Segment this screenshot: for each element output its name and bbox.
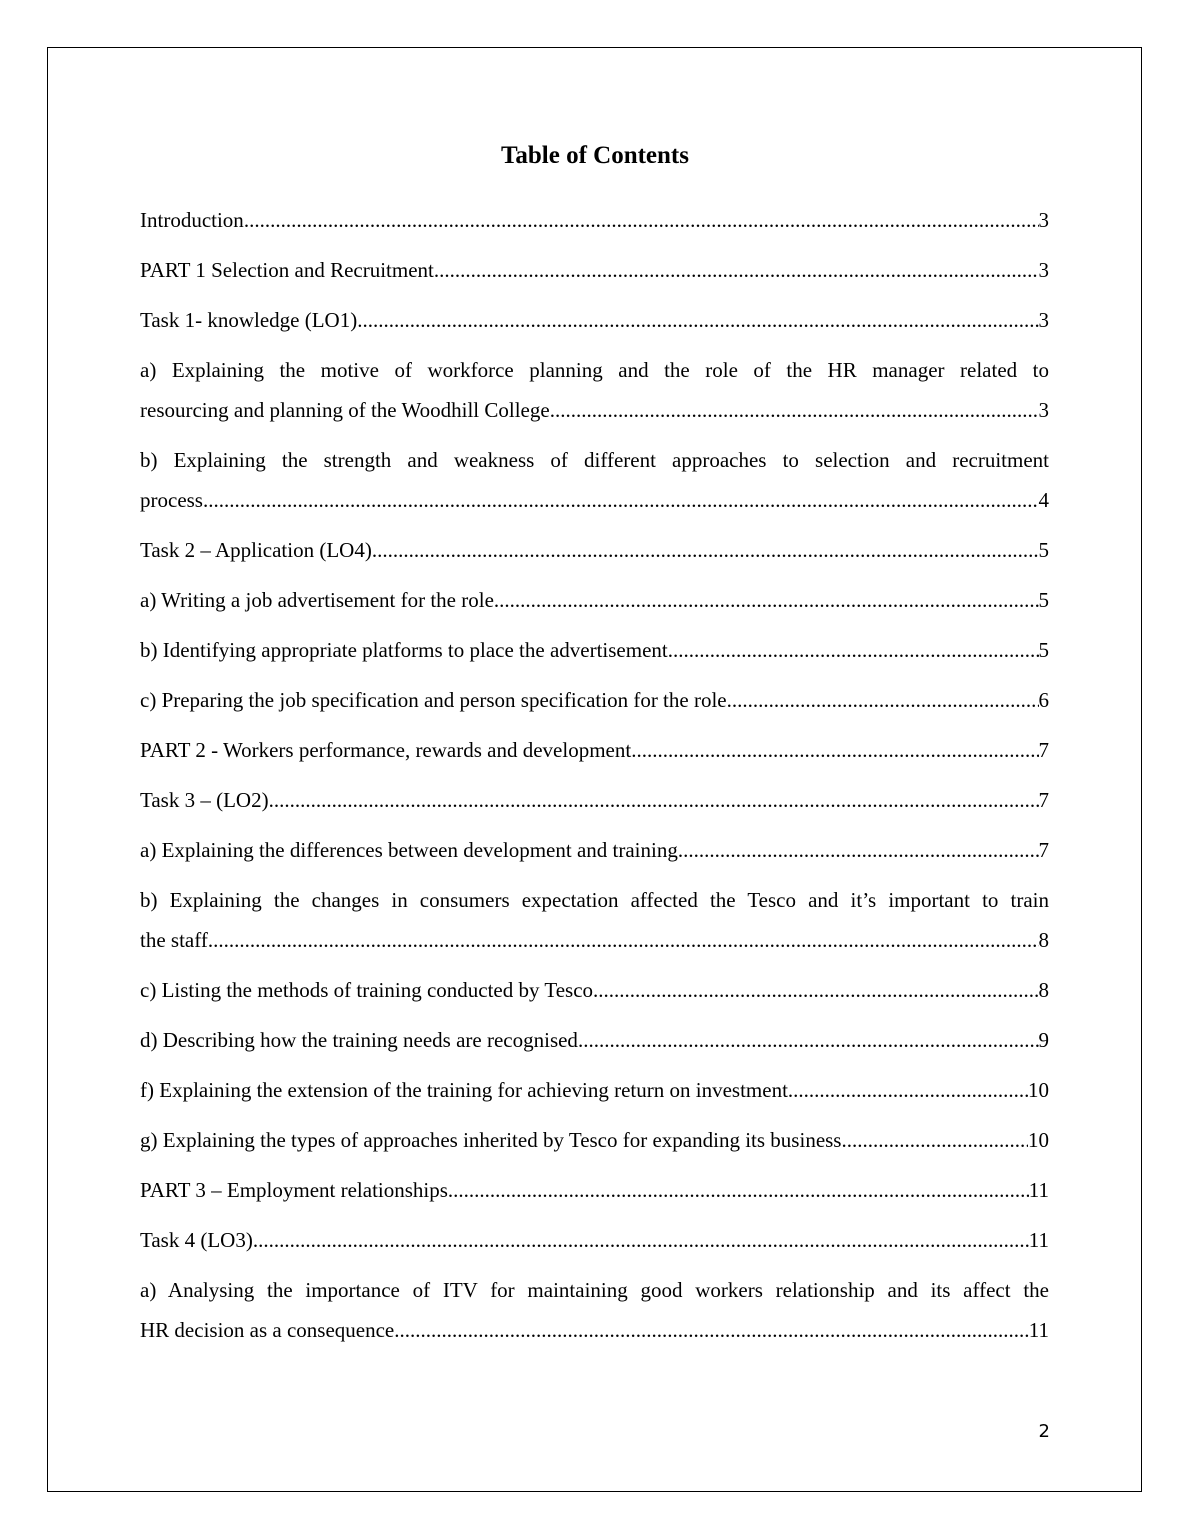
toc-entry-text: g) Explaining the types of approaches inherited by Tesco for expanding its business (140, 1128, 842, 1152)
dot-leader (434, 250, 1039, 290)
toc-entry-text: HR decision as a consequence (140, 1318, 395, 1342)
toc-entry-part-2[interactable] (140, 730, 1049, 770)
toc-entry-text: c) Preparing the job specification and person specification for the role (140, 688, 727, 712)
dot-leader (631, 730, 1038, 770)
toc-entry-page: 11 (1028, 1228, 1049, 1252)
dot-leader (208, 920, 1039, 960)
toc-entry-page: 8 (1038, 928, 1049, 952)
dot-leader (678, 830, 1039, 870)
dot-leader (203, 480, 1039, 520)
toc-entry-text: f) Explaining the extension of the training for achieving return on investment (140, 1078, 788, 1102)
toc-entry-text: a) Explaining the differences between development and training (140, 838, 678, 862)
toc-entry-page: 3 (1038, 308, 1049, 332)
dot-leader (841, 1120, 1028, 1160)
dot-leader (550, 390, 1039, 430)
toc-entry-text: PART 1 Selection and Recruitment (140, 258, 434, 282)
toc-entry-text: d) Describing how the training needs are recognised (140, 1028, 578, 1052)
toc-entry-page: 5 (1038, 538, 1049, 562)
dot-leader (494, 580, 1039, 620)
toc-entry-text: resourcing and planning of the Woodhill College (140, 398, 550, 422)
dot-leader (357, 300, 1038, 340)
toc-entry-page: 5 (1038, 638, 1049, 662)
toc-entry-task-2-a[interactable] (140, 580, 1049, 620)
toc-entry-page: 11 (1028, 1178, 1049, 1202)
toc-entry-page: 7 (1038, 738, 1049, 762)
toc-entry-page: 7 (1038, 788, 1049, 812)
toc-entry-text: process (140, 488, 203, 512)
toc-entry-text: PART 3 – Employment relationships (140, 1178, 448, 1202)
toc-entry-task-4-a[interactable] (140, 1270, 1049, 1350)
toc-entry-task-3-c[interactable] (140, 970, 1049, 1010)
dot-leader (394, 1310, 1029, 1350)
toc-entry-first-line: b) Explaining the strength and weakness of different approaches to selection and recruitment (140, 448, 1049, 472)
dot-leader (244, 200, 1039, 240)
toc-entry-page: 3 (1038, 398, 1049, 422)
dot-leader (593, 970, 1038, 1010)
toc-entry-page: 10 (1028, 1128, 1049, 1152)
toc-entry-page: 11 (1028, 1318, 1049, 1342)
dot-leader (668, 630, 1039, 670)
toc-entry-task-3[interactable] (140, 780, 1049, 820)
toc-entry-first-line: a) Analysing the importance of ITV for maintaining good workers relationship and its affect the (140, 1278, 1049, 1302)
toc-entry-task-4[interactable] (140, 1220, 1049, 1260)
toc-entry-text: Task 3 – (LO2) (140, 788, 269, 812)
toc-entry-task-1-a[interactable] (140, 350, 1049, 430)
page-number: 2 (1038, 1421, 1050, 1442)
toc-entry-first-line: a) Explaining the motive of workforce planning and the role of the HR manager related to (140, 358, 1049, 382)
toc-entry-text: Introduction (140, 208, 244, 232)
toc-entry-task-3-g[interactable] (140, 1120, 1049, 1160)
toc-entry-task-3-a[interactable] (140, 830, 1049, 870)
toc-entry-text: Task 1- knowledge (LO1) (140, 308, 358, 332)
toc-entry-part-1[interactable] (140, 250, 1049, 290)
toc-entry-first-line: b) Explaining the changes in consumers expectation affected the Tesco and it’s important to train (140, 888, 1049, 912)
dot-leader (788, 1070, 1028, 1110)
toc-entry-text: b) Identifying appropriate platforms to place the advertisement (140, 638, 668, 662)
dot-leader (448, 1170, 1029, 1210)
toc-entry-text: Task 4 (LO3) (140, 1228, 253, 1252)
toc-title: Table of Contents (501, 142, 689, 169)
dot-leader (269, 780, 1039, 820)
toc-entry-page: 10 (1028, 1078, 1049, 1102)
toc-entry-page: 7 (1038, 838, 1049, 862)
toc-entry-page: 9 (1038, 1028, 1049, 1052)
toc-entry-page: 4 (1038, 488, 1049, 512)
toc-list (140, 200, 1049, 1360)
toc-entry-text: Task 2 – Application (LO4) (140, 538, 372, 562)
toc-entry-text: c) Listing the methods of training conducted by Tesco (140, 978, 594, 1002)
toc-entry-task-3-d[interactable] (140, 1020, 1049, 1060)
toc-entry-task-1-b[interactable] (140, 440, 1049, 520)
toc-entry-task-2-c[interactable] (140, 680, 1049, 720)
toc-entry-text: a) Writing a job advertisement for the role (140, 588, 494, 612)
dot-leader (372, 530, 1039, 570)
dot-leader (253, 1220, 1029, 1260)
toc-entry-page: 3 (1038, 258, 1049, 282)
toc-entry-task-3-b[interactable] (140, 880, 1049, 960)
toc-entry-page: 5 (1038, 588, 1049, 612)
toc-entry-part-3[interactable] (140, 1170, 1049, 1210)
toc-entry-introduction[interactable] (140, 200, 1049, 240)
toc-entry-text: PART 2 - Workers performance, rewards and development (140, 738, 632, 762)
toc-entry-page: 3 (1038, 208, 1049, 232)
toc-entry-page: 8 (1038, 978, 1049, 1002)
toc-entry-task-3-f[interactable] (140, 1070, 1049, 1110)
toc-entry-task-2-b[interactable] (140, 630, 1049, 670)
dot-leader (578, 1020, 1039, 1060)
toc-entry-page: 6 (1038, 688, 1049, 712)
dot-leader (727, 680, 1039, 720)
toc-entry-task-1[interactable] (140, 300, 1049, 340)
toc-entry-text: the staff (140, 928, 208, 952)
toc-entry-task-2[interactable] (140, 530, 1049, 570)
